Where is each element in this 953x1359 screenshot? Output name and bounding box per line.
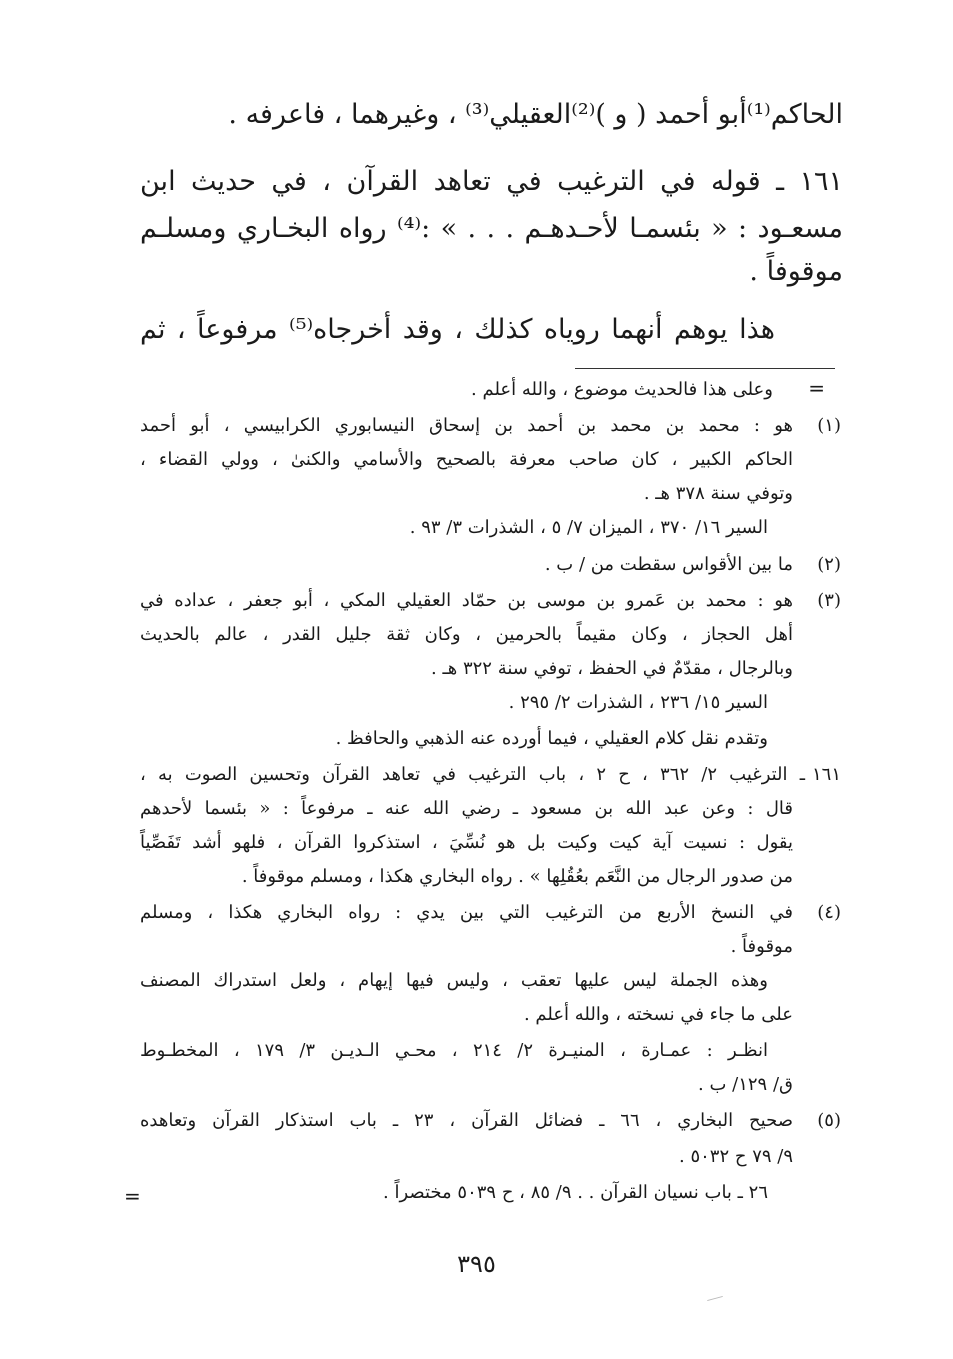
main-text-line-2: ١٦١ ـ قوله في الترغيب في تعاهد القرآن ، في حديث ابن (140, 166, 843, 197)
main-text-line-5: هذا يوهم أنهما روياه كذلك ، وقد أخرجاه⁽⁵⁾ مرفوعاً ، ثم (140, 314, 776, 345)
footnote-divider (575, 368, 835, 369)
scan-artifact (707, 1296, 723, 1301)
main-text-line-1: الحاكم⁽¹⁾أبو أحمد ( و )⁽²⁾العقيلي⁽³⁾ ، وغيرهما ، فاعرفه . (228, 99, 843, 130)
footnote-3-number: (٣) (817, 590, 841, 611)
footnote-161-line-2: قال : وعن عبد الله بن مسعود ـ رضي الله عنه ـ مرفوعاً : « بئسما لأحدهم (140, 798, 793, 819)
continues-next-page-mark: = (124, 1184, 141, 1208)
continuation-mark: = (808, 376, 825, 400)
footnote-1-number: (١) (817, 415, 841, 436)
footnote-4-line-1: في النسخ الأربع من الترغيب التي بين يدي : رواه البخاري هكذا ، ومسلم (140, 902, 793, 923)
footnote-1-line-1: هو : محمد بن محمد بن أحمد بن إسحاق النيسابوري الكرابيسي ، أبو أحمد (140, 415, 793, 436)
footnote-3-line-5: وتقدم نقل كلام العقيلي ، فيما أورده عنه الذهبي والحافظ . (335, 728, 768, 749)
footnote-4-line-3: وهذه الجملة ليس عليها تعقب ، وليس فيها إيهام ، ولعل استدراك المصنف (140, 970, 768, 991)
footnote-1-line-3: وتوفي سنة ٣٧٨ هـ . (643, 483, 793, 504)
footnote-2-number: (٢) (817, 554, 841, 575)
footnote-161-line-4: من صدور الرجال من النَّعَم بعُقُلِها » . رواه البخاري هكذا ، ومسلم موقوفاً . (241, 866, 793, 887)
footnote-161-number: ١٦١ (811, 764, 841, 785)
footnote-4-line-5: انظـر : عمـارة ، المنيـرة ٢/ ٢١٤ ، محـي الـديـن ٣/ ١٧٩ ، المخطـوط (140, 1040, 768, 1061)
footnote-3-line-2: أهل الحجاز ، وكان مقيماً بالحرمين ، وكان ثقة جليل القدر ، عالم بالحديث (140, 624, 793, 645)
main-text-line-4: موقوفاً . (749, 256, 843, 287)
footnote-4-number: (٤) (817, 902, 841, 923)
footnote-4-line-4: على ما جاء في نسخته ، والله أعلم . (523, 1004, 793, 1025)
footnote-continuation-text: وعلى هذا فالحديث موضوع ، والله أعلم . (471, 379, 773, 400)
footnote-3-line-3: وبالرجال ، مقدّمٌ في الحفظ ، توفي سنة ٣٢٢ هـ . (431, 658, 793, 679)
main-text-line-3: مسعـود : « بئسمـا لأحـدهـم . . . » :⁽⁴⁾ رواه البخـاري ومسلـم (140, 213, 844, 244)
footnote-5-line-3: ٢٦ ـ باب نسيان القرآن . . ٩/ ٨٥ ، ح ٥٠٣٩ مختصراً . (383, 1182, 768, 1203)
footnote-2-line-1: ما بين الأقواس سقطت من / ب . (544, 554, 793, 575)
footnote-161-line-3: يقول : نسيت آية كيت وكيت بل هو نُسِّيَ ، استذكروا القرآن ، فلهو أشد تَفَصِّياً (140, 832, 793, 853)
footnote-4-line-2: موقوفاً . (730, 936, 793, 957)
footnote-1-line-4: السير ١٦/ ٣٧٠ ، الميزان ٧/ ٥ ، الشذرات ٣/ ٩٣ . (409, 517, 768, 538)
footnote-5-number: (٥) (817, 1110, 841, 1131)
footnote-5-line-2: ٩/ ٧٩ ح ٥٠٣٢ . (679, 1146, 793, 1167)
footnote-161-line-1: ـ الترغيب ٢/ ٣٦٢ ، ح ٢ ، باب الترغيب في تعاهد القرآن وتحسين الصوت به ، (140, 764, 806, 785)
page-number: ٣٩٥ (457, 1250, 496, 1278)
footnote-1-line-2: الحاكم الكبير ، كان صاحب معرفة بالصحيح والأسامي والكنىٰ ، وولي القضاء ، (140, 449, 793, 470)
footnote-3-line-4: السير ١٥/ ٢٣٦ ، الشذرات ٢/ ٢٩٥ . (508, 692, 768, 713)
footnote-3-line-1: هو : محمد بن عَمرو بن موسى بن حمّاد العقيلي المكي ، أبو جعفر ، عداده في (140, 590, 793, 611)
footnote-4-line-6: ق/ ١٢٩/ ب . (698, 1074, 793, 1095)
footnote-5-line-1: صحيح البخاري ، ٦٦ ـ فضائل القرآن ، ٢٣ ـ باب استذكار القرآن وتعاهده (140, 1110, 793, 1131)
